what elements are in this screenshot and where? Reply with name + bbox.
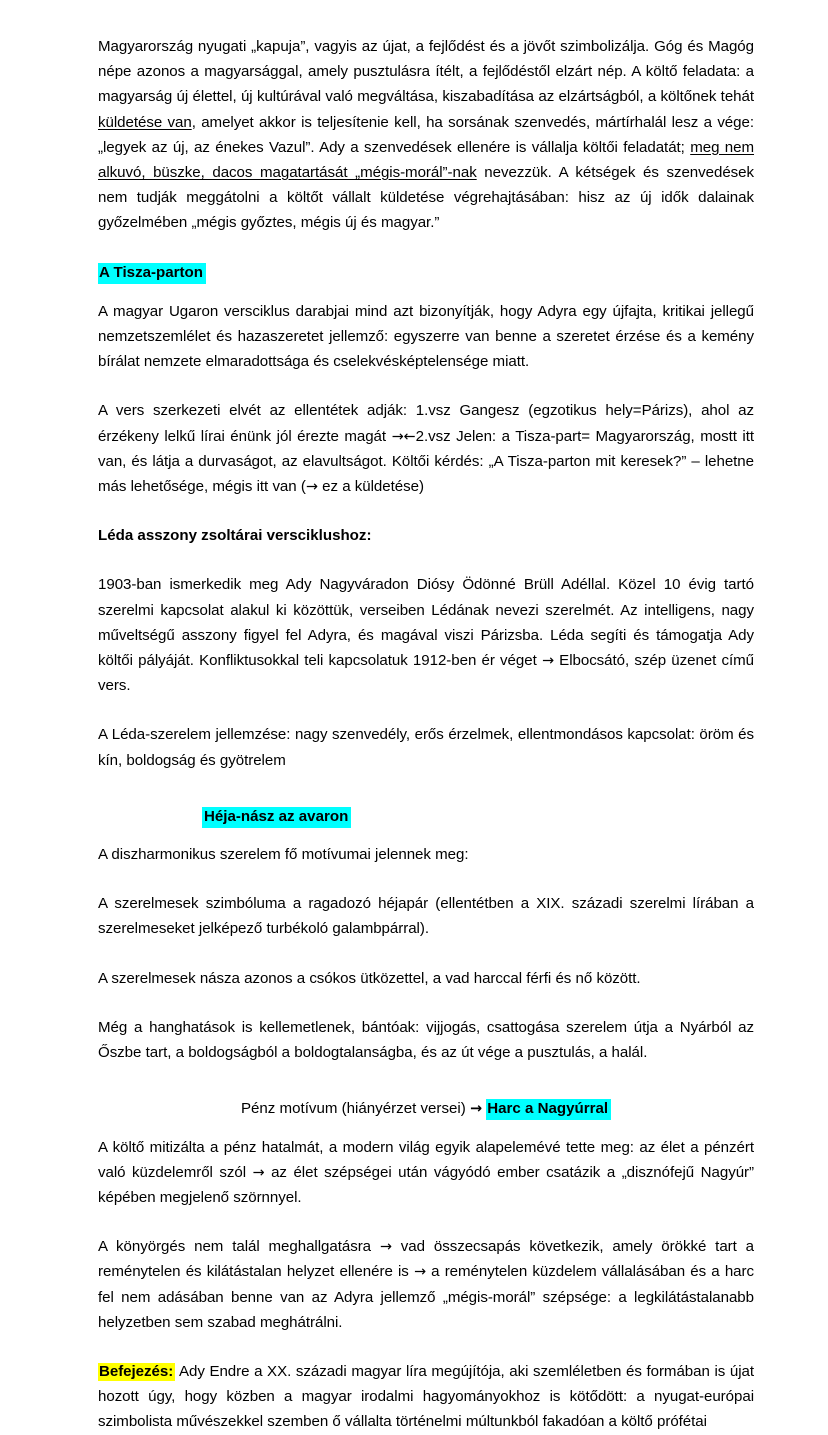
paragraph-befejezes bbox=[98, 1359, 754, 1435]
tisza2-text-part-2: 2.vsz Jelen: a Tisza-part= Magyarország, mostt itt van, és látja a durvaságot, az elavultságot. Költői kérdés: „A Tisza-parton mit keresek?” – lehetne más lehetősége, mégis itt van ( bbox=[98, 427, 754, 496]
heading-heja-nasz-label: Héja-nász az avaron bbox=[202, 807, 351, 828]
penz-motivum-label: Pénz motívum (hiányérzet versei) bbox=[240, 1100, 470, 1118]
document-body bbox=[98, 34, 754, 1435]
paragraph-intro bbox=[98, 34, 754, 236]
paragraph-leda-2: A Léda-szerelem jellemzése: nagy szenvedély, erős érzelmek, ellentmondásos kapcsolat: öröm és kín, boldogság és gyötrelem bbox=[98, 726, 754, 769]
arrow-right-icon: → bbox=[469, 1101, 483, 1118]
heading-a-tisza-parton bbox=[98, 260, 754, 285]
leda1-text-part-1: 1903-ban ismerkedik meg Ady Nagyváradon Diósy Ödönné Brüll Adéllal. Közel 10 évig tartó szerelmi kapcsolat alakul ki közöttük, verseiben Lédának nevezi szerelmét. Az intelligens, nagy műveltségű asszony figyel fel Adyra, és magával viszi Párizsba. Léda segíti és támogatja Ady költői pályáját. Konfliktusokkal teli kapcsolatuk 1912-ben ér véget bbox=[98, 576, 754, 670]
paragraph-heja-1: A diszharmonikus szerelem fő motívumai jelennek meg: bbox=[98, 846, 469, 864]
leda1-text-part-2: Elbocsátó, szép üzenet című vers. bbox=[98, 652, 754, 695]
intro-text-part-1: Magyarország nyugati „kapuja”, vagyis az újat, a fejlődést és a jövőt szimbolizálja. Góg és Magóg népe azonos a magyarsággal, amely pusztulásra ítélt, a fejlődéstől elzárt nép. A költő feladata: a magyarság új élettel, új kultúrával való megváltása, kiszabadítása az elzártságból, a költőnek tehát bbox=[98, 38, 754, 106]
paragraph-tisza-2 bbox=[98, 398, 754, 499]
spacer bbox=[98, 562, 754, 572]
paragraph-heja-2: A szerelmesek szimbóluma a ragadozó héjapár (ellentétben a XIX. századi szerelmi lírában a szerelmeseket jelképező turbékoló galambpárral). bbox=[98, 895, 754, 938]
heading-harc-a-nagyurral-label: Harc a Nagyúrral bbox=[486, 1099, 611, 1120]
harc2-text-part-1: A könyörgés nem talál meghallgatásra bbox=[98, 1238, 380, 1256]
harc2-text-part-2: vad összecsapás következik, amely örökké tart a reménytelen és kilátástalan helyzet ellenére is bbox=[98, 1238, 755, 1281]
heading-a-tisza-parton-label: A Tisza-parton bbox=[98, 263, 206, 284]
spacer bbox=[98, 1349, 754, 1359]
intro-text-part-2: , amelyet akkor is teljesítenie kell, ha sorsának szenvedés, mártírhalál lesz a vége: „legyek az új, az énekes Vazul”. Ady a szenvedések ellenére is vállalja költői feladatát; bbox=[98, 113, 754, 156]
arrow-right-icon: → bbox=[413, 1264, 426, 1281]
section-title-leda: Léda asszony zsoltárai versciklushoz: bbox=[98, 527, 372, 545]
tisza2-text-part-1: A vers szerkezeti elvét az ellentétek adják: 1.vsz Gangesz (egzotikus hely=Párizs), ahol az érzékeny lelkű lírai énünk jól érezte magát bbox=[98, 402, 754, 445]
paragraph-harc-1 bbox=[98, 1135, 754, 1211]
harc2-text-part-3: a reménytelen küzdelem vállalásában és a harc fel nem adásában benne van az Adyra jellemző „mégis-morál” szépsége: a legkilátástalanabb helyzetben sem szabad meghátrálni. bbox=[98, 1263, 755, 1331]
heading-harc-a-nagyurral-line bbox=[98, 1096, 754, 1121]
paragraph-tisza-1: A magyar Ugaron versciklus darabjai mind azt bizonyítják, hogy Adyra egy újfajta, kritikai jellegű nemzetszemlélet és hazaszeretet jellemző: egyszerre van benne a szeretet érzése és a kemény bírálat nemzete elmaradottsága és cselekvésképtelensége miatt. bbox=[98, 302, 754, 371]
harc1-text-part-2: az élet szépségei után vágyódó ember csatázik a „disznófejű Nagyúr” képében megjelenő szörnnyel. bbox=[98, 1163, 754, 1206]
heading-heja-nasz-az-avaron bbox=[98, 804, 754, 829]
tisza2-text-part-3: ez a küldetése) bbox=[317, 478, 424, 496]
arrow-right-icon: → bbox=[541, 653, 554, 670]
arrow-right-icon: → bbox=[252, 1164, 265, 1181]
paragraph-heja-4: Még a hanghatások is kellemetlenek, bántóak: vijjogás, csattogása szerelem útja a Nyárból az Őszbe tart, a boldogságból a boldogtalanságba, és az út vége a pusztulás, a halál. bbox=[98, 1018, 754, 1062]
spacer bbox=[98, 513, 754, 523]
intro-underlined-megis-moral: meg nem alkuvó, büszke, dacos magatartását „mégis-morál”-nak bbox=[98, 138, 755, 182]
intro-underlined-kuldetese-van: küldetése van bbox=[98, 113, 192, 131]
spacer bbox=[98, 250, 754, 260]
arrow-right-left-icon: →← bbox=[391, 428, 416, 445]
paragraph-leda-1 bbox=[98, 572, 754, 698]
paragraph-harc-2 bbox=[98, 1234, 754, 1335]
spacer bbox=[98, 712, 754, 722]
arrow-right-icon: → bbox=[379, 1239, 392, 1256]
befejezes-body-text: Ady Endre a XX. századi magyar líra megújítója, aki szemléletben és formában is újat hozott úgy, hogy közben a magyar irodalmi hagyományokhoz is kötődött: a nyugat-európai szimbolista művészekkel szemben ő vállalta történelmi múltunkból fakadóan a költő prófétai bbox=[98, 1362, 754, 1431]
befejezes-label: Befejezés: bbox=[99, 1362, 174, 1380]
harc1-text-part-1: A költő mitizálta a pénz hatalmát, a modern világ egyik alapelemévé tette meg: az élet a pénzért való küzdelemről szól bbox=[98, 1138, 754, 1181]
spacer bbox=[98, 956, 754, 966]
spacer bbox=[98, 787, 754, 804]
intro-text-part-3: nevezzük. A kétségek és szenvedések nem tudják meggátolni a költőt vállalt küldetése végrehajtásában: hisz az új idők dalainak győzelmében „mégis győztes, mégis új és magyar.” bbox=[98, 164, 755, 232]
spacer bbox=[98, 1224, 754, 1234]
spacer bbox=[98, 881, 754, 891]
spacer bbox=[98, 1005, 754, 1015]
arrow-right-icon: → bbox=[305, 479, 318, 496]
spacer bbox=[98, 388, 754, 398]
paragraph-heja-3: A szerelmesek násza azonos a csókos ütközettel, a vad harccal férfi és nő között. bbox=[98, 969, 641, 987]
spacer bbox=[98, 1079, 754, 1096]
